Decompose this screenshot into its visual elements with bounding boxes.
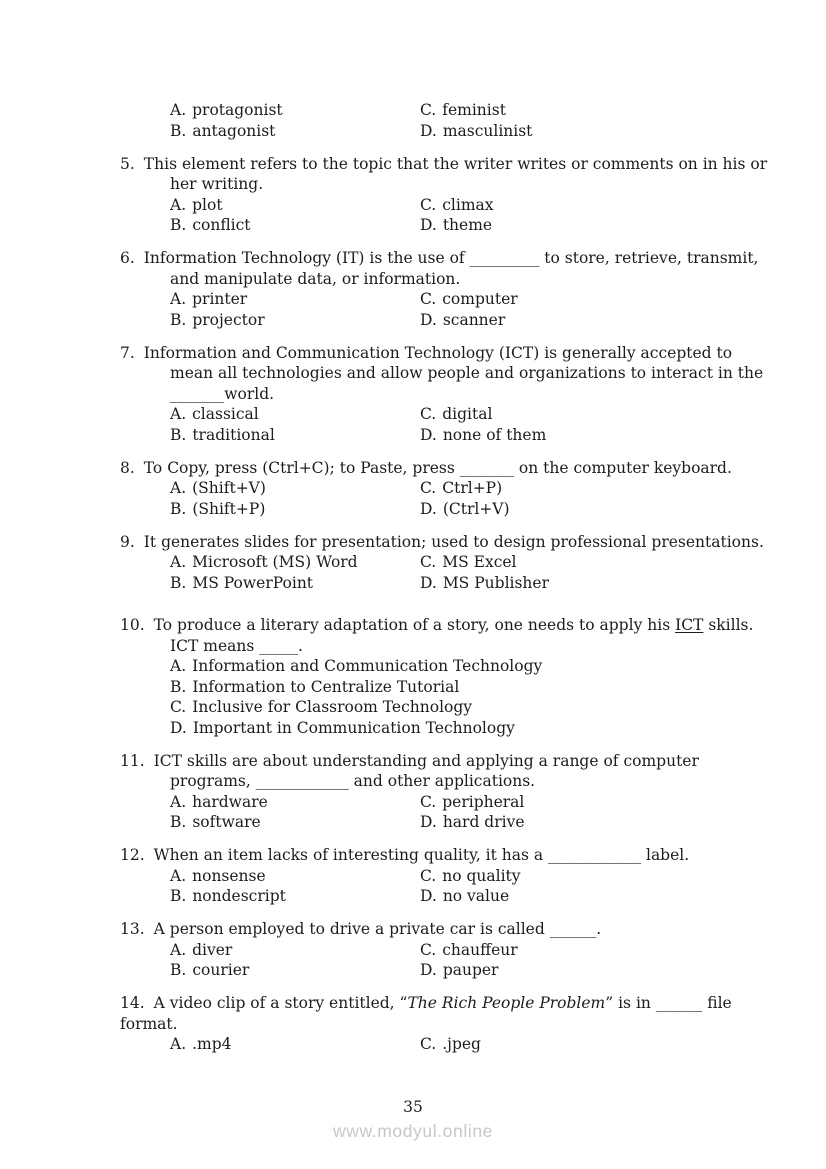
- option-text: no quality: [442, 866, 521, 885]
- question-block: [120, 751, 768, 833]
- option-text: antagonist: [192, 121, 276, 140]
- option-text: pauper: [442, 961, 499, 979]
- option-row: [170, 1034, 768, 1055]
- option: [170, 425, 420, 446]
- options-group: [120, 478, 768, 519]
- options-group: [120, 792, 768, 833]
- option: [170, 697, 473, 718]
- option-text: digital: [442, 405, 493, 423]
- option: [420, 121, 768, 142]
- watermark: www.modyul.online: [333, 1121, 493, 1141]
- option-text: MS PowerPoint: [192, 573, 314, 592]
- option-row: [170, 792, 768, 813]
- question-text-line: [120, 845, 768, 866]
- option: [170, 718, 515, 739]
- question-text-segment: It generates slides for presentation; used to design professional presentations.: [143, 532, 764, 551]
- question-text-line: [120, 458, 768, 479]
- question-number: 6.: [120, 249, 135, 267]
- option-row: [170, 552, 768, 573]
- option: [420, 812, 768, 833]
- option: [170, 866, 420, 887]
- question-block: [120, 343, 768, 446]
- question-text-segment: A video clip of a story entitled, “: [153, 994, 408, 1012]
- option: [420, 792, 768, 813]
- question-text-line: [120, 154, 768, 175]
- option-text: (Shift+V): [192, 479, 266, 497]
- option-label: C.: [420, 290, 437, 308]
- question-block: [120, 919, 768, 981]
- option-label: C.: [420, 405, 437, 423]
- option-row: [170, 195, 768, 216]
- option-text: courier: [192, 961, 250, 979]
- question-number: 11.: [120, 751, 145, 770]
- option-text: chauffeur: [442, 940, 518, 959]
- option: [420, 1034, 768, 1055]
- question-number: 8.: [120, 458, 135, 477]
- option: [170, 886, 420, 907]
- option-text: MS Publisher: [442, 573, 549, 592]
- question-block: [120, 532, 768, 594]
- question-text-line: [120, 174, 768, 195]
- option-label: C.: [420, 940, 437, 959]
- option-label: B.: [170, 425, 187, 444]
- option-text: .jpeg: [442, 1035, 481, 1053]
- option: [420, 499, 768, 520]
- option-text: projector: [192, 310, 265, 329]
- option: [170, 677, 460, 698]
- option: [170, 792, 420, 813]
- option-text: Microsoft (MS) Word: [192, 553, 358, 571]
- option-label: A.: [170, 657, 187, 675]
- option-text: peripheral: [442, 792, 525, 811]
- option-label: B.: [170, 573, 187, 592]
- option-label: D.: [420, 499, 437, 518]
- option-text: feminist: [442, 101, 506, 119]
- question-text-line: [120, 919, 768, 940]
- option-row: [170, 215, 768, 236]
- option: [170, 499, 420, 520]
- option-text: Information to Centralize Tutorial: [192, 677, 460, 696]
- option: [420, 100, 768, 121]
- option-label: B.: [170, 813, 187, 831]
- option-row: [170, 310, 768, 331]
- options-group: [120, 552, 768, 593]
- option: [420, 310, 768, 331]
- question-text-segment: her writing.: [170, 175, 264, 193]
- option-label: C.: [420, 1035, 437, 1053]
- question-number: 5.: [120, 154, 135, 173]
- option-label: A.: [170, 101, 187, 119]
- question-text-segment: To produce a literary adaptation of a story, one needs to apply his: [153, 616, 676, 634]
- question-text-segment: When an item lacks of interesting quality, it has a ____________ label.: [153, 846, 690, 864]
- option: [170, 960, 420, 981]
- options-group: [120, 1034, 768, 1055]
- option-label: D.: [170, 718, 187, 737]
- option-label: A.: [170, 940, 187, 959]
- options-group: [120, 100, 768, 141]
- question-block: [120, 100, 768, 141]
- option: [170, 812, 420, 833]
- option-text: theme: [442, 216, 493, 234]
- option-label: B.: [170, 499, 187, 518]
- option-label: A.: [170, 479, 187, 497]
- option-label: B.: [170, 121, 187, 140]
- option-label: A.: [170, 866, 187, 885]
- option: [170, 1034, 420, 1055]
- options-group: [120, 289, 768, 330]
- question-text-line: [120, 771, 768, 792]
- option: [420, 960, 768, 981]
- option-text: printer: [192, 290, 248, 308]
- option-label: C.: [170, 698, 187, 716]
- option-label: D.: [420, 216, 437, 234]
- option-row: [170, 573, 768, 594]
- option: [170, 940, 420, 961]
- question-text-line: [120, 615, 768, 636]
- option-row: [170, 425, 768, 446]
- option: [170, 121, 420, 142]
- option-row: [170, 121, 768, 142]
- question-text-line: [120, 1014, 768, 1035]
- option-row: [170, 718, 768, 739]
- question-text-line: [120, 248, 768, 269]
- option: [420, 404, 768, 425]
- question-text-line: [120, 751, 768, 772]
- options-group: [120, 404, 768, 445]
- option-row: [170, 677, 768, 698]
- option: [420, 215, 768, 236]
- option-text: no value: [442, 887, 510, 905]
- option-label: D.: [420, 425, 437, 444]
- option: [420, 940, 768, 961]
- option-label: A.: [170, 195, 187, 214]
- question-text-segment: skills.: [703, 616, 754, 634]
- option-label: B.: [170, 961, 187, 979]
- option-row: [170, 697, 768, 718]
- question-text-segment: _______world.: [170, 384, 275, 403]
- option: [170, 310, 420, 331]
- option-label: A.: [170, 1035, 187, 1053]
- option-text: plot: [192, 195, 223, 214]
- question-block: [120, 845, 768, 907]
- option-row: [170, 478, 768, 499]
- option: [170, 552, 420, 573]
- option-text: traditional: [192, 425, 275, 444]
- question-text-segment: and manipulate data, or information.: [170, 269, 461, 288]
- option-text: diver: [192, 940, 233, 959]
- option: [170, 195, 420, 216]
- option-label: A.: [170, 553, 187, 571]
- question-text-segment: The Rich People Problem: [407, 994, 606, 1012]
- option-text: masculinist: [442, 121, 533, 140]
- option-text: climax: [442, 195, 494, 214]
- question-text-line: [120, 363, 768, 384]
- option-row: [170, 100, 768, 121]
- option-text: protagonist: [192, 101, 283, 119]
- question-number: 7.: [120, 343, 135, 362]
- question-text-segment: ICT means _____.: [170, 636, 303, 655]
- option-label: A.: [170, 405, 187, 423]
- question-text-segment: A person employed to drive a private car is called ______.: [153, 920, 602, 938]
- question-number: 10.: [120, 616, 145, 634]
- option-text: classical: [192, 405, 259, 423]
- option-label: D.: [420, 573, 437, 592]
- option-label: D.: [420, 887, 437, 905]
- option-text: Inclusive for Classroom Technology: [192, 698, 473, 716]
- question-text-line: [120, 532, 768, 553]
- options-group: [120, 656, 768, 738]
- question-text-segment: mean all technologies and allow people and organizations to interact in the: [170, 364, 764, 382]
- question-block: [120, 458, 768, 520]
- question-text-segment: ICT skills are about understanding and applying a range of computer: [153, 751, 699, 770]
- option: [170, 100, 420, 121]
- question-text-segment: ” is in ______ file: [605, 994, 732, 1012]
- question-text-line: [120, 269, 768, 290]
- question-text-segment: Information and Communication Technology (ICT) is generally accepted to: [143, 343, 733, 362]
- question-number: 13.: [120, 920, 145, 938]
- option-text: Ctrl+P): [442, 479, 503, 497]
- option: [420, 425, 768, 446]
- option-text: Important in Communication Technology: [192, 718, 515, 737]
- option-row: [170, 866, 768, 887]
- question-text-segment: Information Technology (IT) is the use of _________ to store, retrieve, transmit,: [143, 249, 759, 267]
- options-group: [120, 866, 768, 907]
- question-text-line: [120, 993, 768, 1014]
- option-label: D.: [420, 310, 437, 329]
- option-row: [170, 940, 768, 961]
- option: [420, 552, 768, 573]
- option-row: [170, 656, 768, 677]
- question-text-segment: programs, ____________ and other applications.: [170, 772, 536, 790]
- option-label: C.: [420, 101, 437, 119]
- option: [170, 478, 420, 499]
- option-label: D.: [420, 813, 437, 831]
- option-row: [170, 960, 768, 981]
- option: [170, 656, 543, 677]
- questions-list: [120, 100, 768, 1067]
- question-text-line: [120, 343, 768, 364]
- option: [170, 573, 420, 594]
- option-row: [170, 886, 768, 907]
- option-text: conflict: [192, 216, 251, 234]
- question-text-segment: To Copy, press (Ctrl+C); to Paste, press _______ on the computer keyboard.: [143, 458, 732, 477]
- option: [420, 573, 768, 594]
- option-label: C.: [420, 479, 437, 497]
- option-label: B.: [170, 216, 187, 234]
- option-text: nondescript: [192, 887, 286, 905]
- option-row: [170, 499, 768, 520]
- option: [420, 478, 768, 499]
- option-label: C.: [420, 866, 437, 885]
- options-group: [120, 195, 768, 236]
- option: [420, 289, 768, 310]
- option-label: B.: [170, 310, 187, 329]
- option-text: none of them: [442, 425, 547, 444]
- option: [420, 886, 768, 907]
- option-label: A.: [170, 290, 187, 308]
- question-block: [120, 248, 768, 330]
- question-number: 14.: [120, 994, 145, 1012]
- option: [420, 195, 768, 216]
- question-block: [120, 993, 768, 1055]
- question-number: 9.: [120, 532, 135, 551]
- option-text: hard drive: [442, 813, 525, 831]
- page-number: 35: [403, 1098, 423, 1116]
- question-text-line: [120, 636, 768, 657]
- option: [420, 866, 768, 887]
- option-text: (Shift+P): [192, 499, 266, 518]
- option-text: software: [192, 813, 261, 831]
- option-text: (Ctrl+V): [442, 499, 510, 518]
- option-text: computer: [442, 290, 518, 308]
- question-text-segment: This element refers to the topic that the writer writes or comments on in his or: [143, 154, 768, 173]
- question-block: [120, 615, 768, 738]
- option: [170, 215, 420, 236]
- option: [170, 404, 420, 425]
- option-text: hardware: [192, 792, 268, 811]
- option-row: [170, 812, 768, 833]
- option-label: B.: [170, 677, 187, 696]
- option-label: C.: [420, 195, 437, 214]
- option-label: A.: [170, 792, 187, 811]
- option-label: D.: [420, 961, 437, 979]
- option-label: B.: [170, 887, 187, 905]
- option-text: nonsense: [192, 866, 266, 885]
- question-text-segment: format.: [120, 1014, 178, 1033]
- option-label: C.: [420, 553, 437, 571]
- option-text: scanner: [442, 310, 506, 329]
- option-row: [170, 404, 768, 425]
- option-text: .mp4: [192, 1035, 232, 1053]
- option-text: MS Excel: [442, 553, 517, 571]
- option-label: D.: [420, 121, 437, 140]
- question-text-line: [120, 384, 768, 405]
- option-row: [170, 289, 768, 310]
- question-block: [120, 154, 768, 236]
- options-group: [120, 940, 768, 981]
- option-label: C.: [420, 792, 437, 811]
- option-text: Information and Communication Technology: [192, 657, 543, 675]
- option: [170, 289, 420, 310]
- question-number: 12.: [120, 846, 145, 864]
- question-text-segment: ICT: [675, 616, 704, 634]
